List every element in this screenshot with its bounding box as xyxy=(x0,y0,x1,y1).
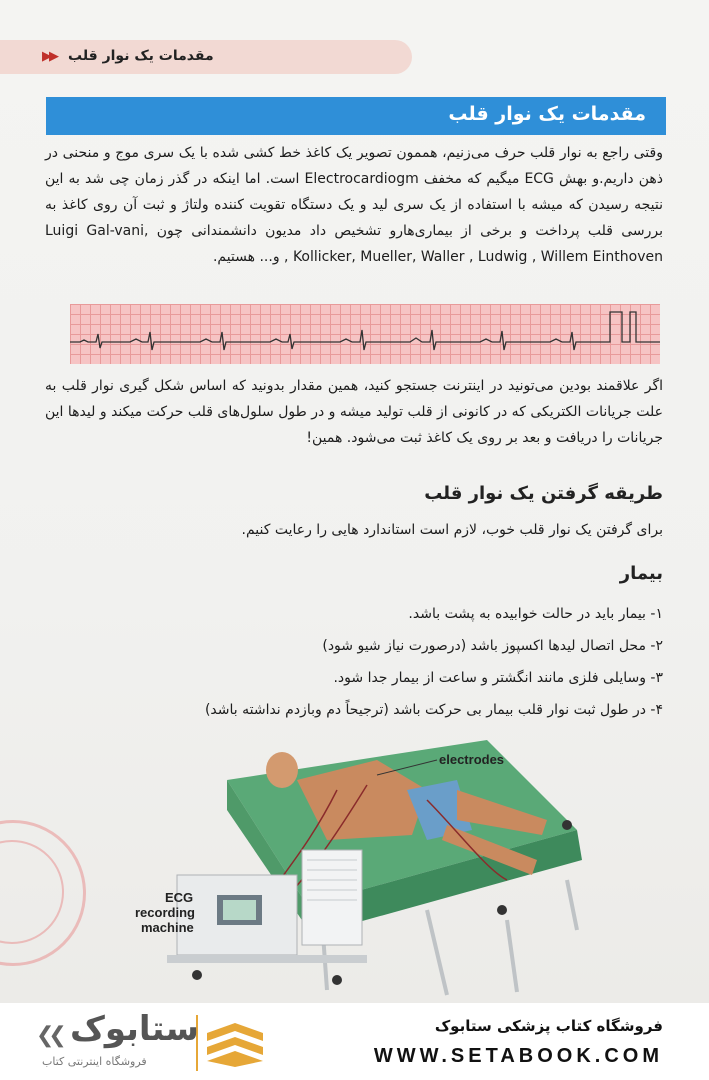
list-item: ۲- محل اتصال لیدها اکسپوز باشد (درصورت نیاز شیو شود) xyxy=(322,638,663,654)
ecg-machine-label-line1: ECG xyxy=(165,890,194,905)
double-arrow-icon: ▶▶ xyxy=(42,49,56,64)
list-item: ۳- وسایلی فلزی مانند انگشتر و ساعت از بیمار جدا شود. xyxy=(333,670,663,686)
store-footer xyxy=(0,1003,709,1080)
method-intro: برای گرفتن یک نوار قلب خوب، لازم است استاندارد هایی را رعایت کنیم. xyxy=(241,522,663,538)
ecg-machine-label-line2: recording xyxy=(135,905,195,920)
store-name: فروشگاه کتاب پزشکی ستابوک xyxy=(434,1017,663,1035)
chevron-left-icon: ❮❮ xyxy=(36,1023,61,1048)
ecg-machine-label-line3: machine xyxy=(141,920,194,935)
ecg-strip-image xyxy=(70,304,660,364)
patient-requirements-list xyxy=(205,598,663,726)
ecg-patient-illustration xyxy=(127,730,647,1002)
running-header-title: مقدمات یک نوار قلب xyxy=(68,48,214,64)
list-item: ۱- بیمار باید در حالت خوابیده به پشت باشد. xyxy=(408,606,663,622)
store-website[interactable]: WWW.SETABOOK.COM xyxy=(373,1045,663,1067)
method-heading: طریقه گرفتن یک نوار قلب xyxy=(424,483,663,504)
section-title: مقدمات یک نوار قلب xyxy=(448,103,646,125)
list-item: ۴- در طول ثبت نوار قلب بیمار بی حرکت باشد (ترجیحاً دم وبازدم نداشته باشد) xyxy=(204,702,663,718)
ecg-trace xyxy=(70,304,660,364)
patient-heading: بیمار xyxy=(619,563,663,584)
brand-logo: ستابوک xyxy=(70,1009,199,1049)
body-paragraph: اگر علاقمند بودین می‌تونید در اینترنت جستجو کنید، همین مقدار بدونید که اساس شکل گیری نوار قلب به علت جریانات الکتریکی که در کانونی از قلب تولید میشه و در طول سلول‌های قلب حرکت میکند و لیدها این جریانات را دریافت و بعد بر روی یک کاغذ ثبت می‌شود. همین! xyxy=(45,378,663,446)
section-title-bar xyxy=(46,97,666,135)
intro-paragraph: وقتی راجع به نوار قلب حرف می‌زنیم، هممون تصویر یک کاغذ خط کشی شده با یک سری موج و منحنی در ذهن داریم.و بهش ECG میگیم که مخفف Electrocardiogm است. اما اینکه در گذر زمان چی شد به این نتیجه رسیدن که میشه با استفاده از یک سری لید و یک دستگاه تقویت کننده ولتاژ و ثبت آن روی کاغذ به بررسی قلب پرداخت و برخی از بیماری‌هارو تشخیص داد مدیون دانشمندانی چون Luigi Gal-vani, Kollicker, Mueller, Waller , Ludwig , Willem Einthoven , و... هستیم. xyxy=(45,145,664,265)
electrodes-label: electrodes xyxy=(439,752,505,767)
book-logo-icon xyxy=(205,1019,265,1067)
brand-subtitle: فروشگاه اینترنتی کتاب xyxy=(42,1055,147,1068)
